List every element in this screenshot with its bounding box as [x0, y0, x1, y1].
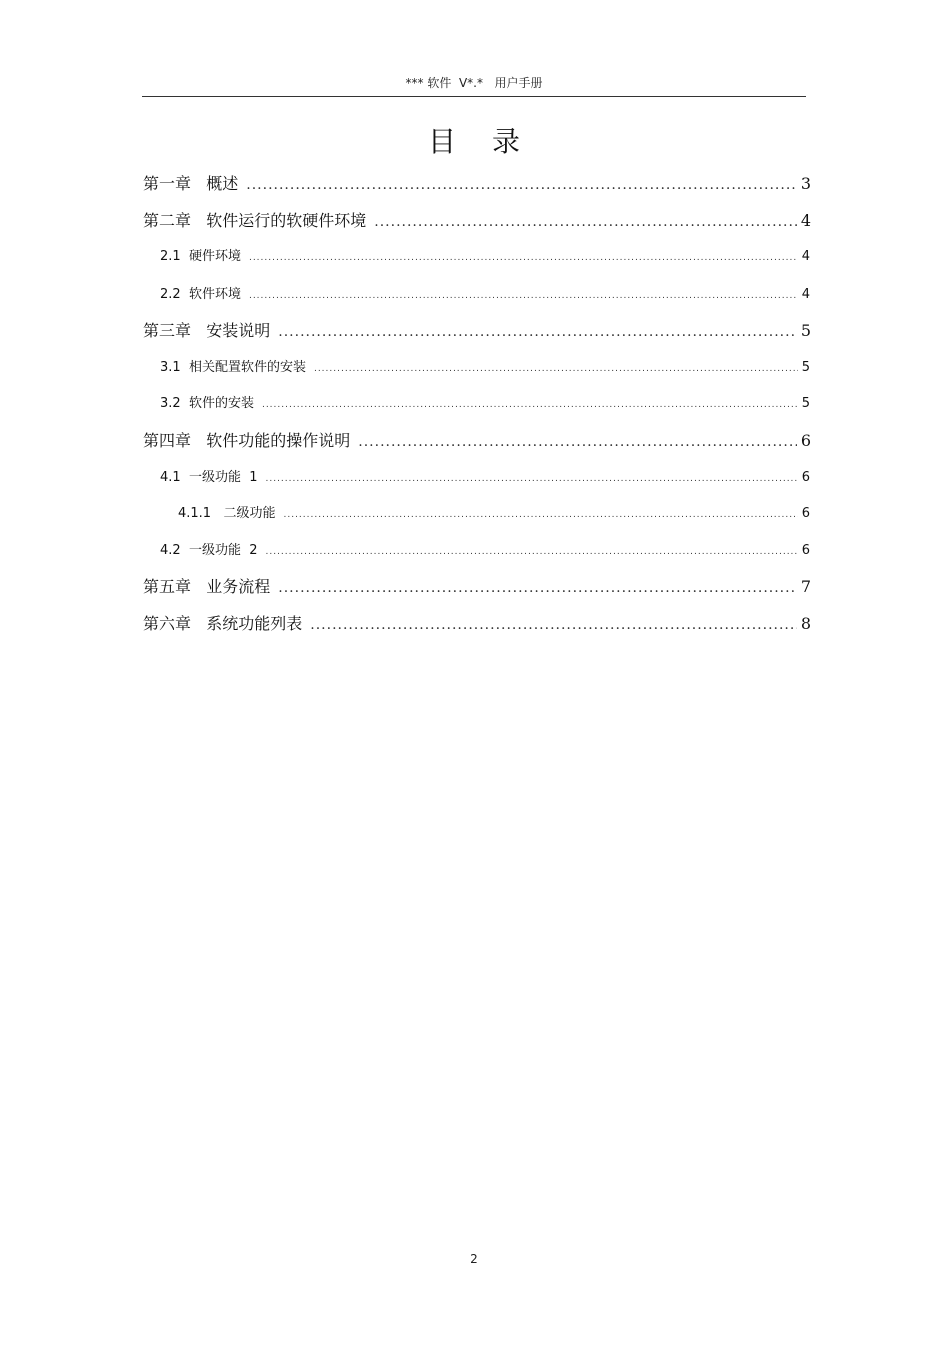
toc-entry-page: 5	[801, 396, 810, 411]
toc-entry-label: 4.2 一级功能 2	[160, 543, 258, 558]
toc-entry-label: 第三章 安装说明	[143, 321, 271, 340]
toc-title: 目录	[427, 125, 556, 158]
toc-entry-4-2[interactable]	[160, 539, 810, 558]
toc-entry-chapter-6[interactable]	[143, 611, 811, 634]
toc-entry-label: 2.2 软件环境	[160, 287, 241, 302]
toc-entry-3-2[interactable]	[160, 392, 810, 411]
toc-entry-chapter-4[interactable]	[143, 428, 811, 451]
toc-entry-2-1[interactable]	[160, 245, 810, 264]
toc-dot-leader	[278, 580, 797, 596]
toc-entry-page: 3	[800, 174, 811, 193]
toc-entry-label: 3.2 软件的安装	[160, 396, 254, 411]
toc-dot-leader	[249, 253, 798, 263]
toc-dot-leader	[358, 434, 797, 450]
toc-entry-page: 6	[801, 543, 810, 558]
toc-entry-page: 5	[800, 321, 811, 340]
toc-entry-label: 第四章 软件功能的操作说明	[143, 431, 351, 450]
toc-entry-chapter-1[interactable]	[143, 171, 811, 194]
page-header: *** 软件 V*.* 用户手册	[405, 76, 543, 90]
toc-entry-page: 5	[801, 360, 810, 375]
toc-entry-3-1[interactable]	[160, 356, 810, 375]
toc-entry-chapter-2[interactable]	[143, 208, 811, 231]
toc-dot-leader	[246, 177, 797, 193]
toc-dot-leader	[262, 400, 798, 410]
toc-dot-leader	[249, 291, 798, 301]
toc-entry-page: 6	[801, 470, 810, 485]
toc-entry-page: 6	[801, 506, 810, 521]
toc-entry-label: 第六章 系统功能列表	[143, 614, 303, 633]
toc-dot-leader	[278, 324, 797, 340]
toc-entry-page: 4	[801, 287, 810, 302]
toc-entry-page: 7	[800, 577, 811, 596]
toc-dot-leader	[265, 547, 797, 557]
toc-entry-label: 第五章 业务流程	[143, 577, 271, 596]
toc-entry-page: 6	[800, 431, 811, 450]
toc-dot-leader	[283, 510, 797, 520]
page-number: 2	[470, 1252, 478, 1266]
toc-entry-chapter-3[interactable]	[143, 318, 811, 341]
toc-dot-leader	[265, 474, 797, 484]
toc-entry-page: 4	[800, 211, 811, 230]
toc-dot-leader	[374, 214, 797, 230]
toc-dot-leader	[310, 617, 797, 633]
toc-entry-label: 2.1 硬件环境	[160, 249, 241, 264]
toc-entry-4-1[interactable]	[160, 466, 810, 485]
toc-entry-chapter-5[interactable]	[143, 574, 811, 597]
toc-entry-label: 3.1 相关配置软件的安装	[160, 360, 306, 375]
toc-dot-leader	[314, 364, 798, 374]
toc-entry-label: 4.1.1 二级功能	[178, 506, 276, 521]
toc-entry-page: 4	[801, 249, 810, 264]
toc-entry-label: 4.1 一级功能 1	[160, 470, 258, 485]
toc-entry-2-2[interactable]	[160, 283, 810, 302]
toc-entry-4-1-1[interactable]	[178, 502, 810, 521]
toc-entry-label: 第二章 软件运行的软硬件环境	[143, 211, 367, 230]
toc-entry-label: 第一章 概述	[143, 174, 239, 193]
toc-entry-page: 8	[800, 614, 811, 633]
